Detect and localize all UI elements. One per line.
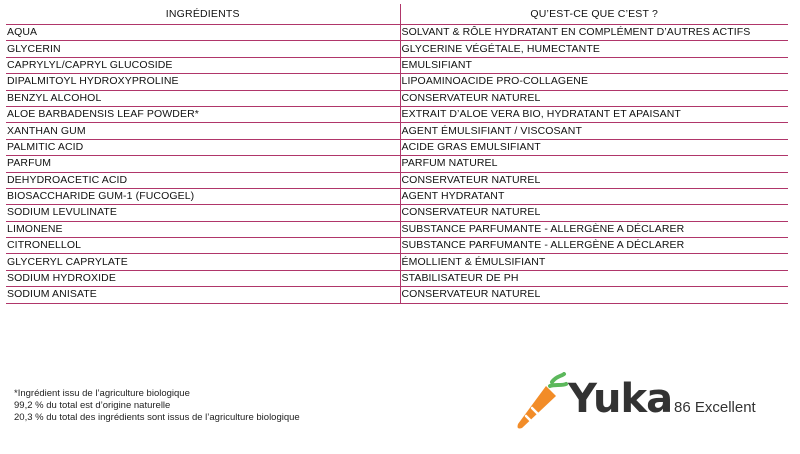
table-row bbox=[6, 254, 788, 270]
ingredient-description: ÉMOLLIENT & ÉMULSIFIANT bbox=[400, 254, 788, 270]
ingredient-description: SOLVANT & RÔLE HYDRATANT EN COMPLÉMENT D’AUTRES ACTIFS bbox=[400, 25, 788, 41]
table-row bbox=[6, 25, 788, 41]
ingredient-name: CAPRYLYL/CAPRYL GLUCOSIDE bbox=[6, 57, 400, 73]
table-row bbox=[6, 74, 788, 90]
ingredient-description: ACIDE GRAS EMULSIFIANT bbox=[400, 139, 788, 155]
ingredient-description: GLYCERINE VÉGÉTALE, HUMECTANTE bbox=[400, 41, 788, 57]
ingredient-name: GLYCERIN bbox=[6, 41, 400, 57]
carrot-icon bbox=[512, 372, 568, 432]
ingredient-description: AGENT HYDRATANT bbox=[400, 188, 788, 204]
table-row bbox=[6, 41, 788, 57]
table-row bbox=[6, 221, 788, 237]
ingredient-name: BIOSACCHARIDE GUM-1 (FUCOGEL) bbox=[6, 188, 400, 204]
footnote-natural-origin: 99,2 % du total est d’origine naturelle bbox=[14, 400, 171, 411]
ingredient-description: SUBSTANCE PARFUMANTE - ALLERGÈNE A DÉCLARER bbox=[400, 221, 788, 237]
ingredient-name: BENZYL ALCOHOL bbox=[6, 90, 400, 106]
header-ingredients: INGRÉDIENTS bbox=[6, 4, 400, 25]
table-row bbox=[6, 172, 788, 188]
table-row bbox=[6, 156, 788, 172]
ingredients-table bbox=[6, 4, 788, 304]
ingredient-description: PARFUM NATUREL bbox=[400, 156, 788, 172]
ingredient-description: SUBSTANCE PARFUMANTE - ALLERGÈNE A DÉCLARER bbox=[400, 238, 788, 254]
ingredient-name: XANTHAN GUM bbox=[6, 123, 400, 139]
ingredient-description: EXTRAIT D’ALOE VERA BIO, HYDRATANT ET APAISANT bbox=[400, 106, 788, 122]
ingredient-name: SODIUM HYDROXIDE bbox=[6, 270, 400, 286]
ingredient-name: DIPALMITOYL HYDROXYPROLINE bbox=[6, 74, 400, 90]
ingredient-description: STABILISATEUR DE PH bbox=[400, 270, 788, 286]
yuka-logo-text: Yuka bbox=[568, 376, 673, 422]
footnotes bbox=[14, 388, 300, 424]
ingredient-description: CONSERVATEUR NATUREL bbox=[400, 172, 788, 188]
ingredient-name: GLYCERYL CAPRYLATE bbox=[6, 254, 400, 270]
table-row bbox=[6, 287, 788, 303]
footnote-organic-marker: *Ingrédient issu de l’agriculture biologique bbox=[14, 388, 190, 399]
table-row bbox=[6, 270, 788, 286]
footnote-organic-share: 20,3 % du total des ingrédients sont issus de l’agriculture biologique bbox=[14, 412, 300, 423]
ingredient-description: AGENT ÉMULSIFIANT / VISCOSANT bbox=[400, 123, 788, 139]
ingredient-description: CONSERVATEUR NATUREL bbox=[400, 205, 788, 221]
table-row bbox=[6, 238, 788, 254]
yuka-brand bbox=[512, 372, 792, 432]
table-row bbox=[6, 90, 788, 106]
ingredient-name: ALOE BARBADENSIS LEAF POWDER* bbox=[6, 106, 400, 122]
ingredient-name: SODIUM LEVULINATE bbox=[6, 205, 400, 221]
table-row bbox=[6, 205, 788, 221]
table-row bbox=[6, 106, 788, 122]
ingredient-name: DEHYDROACETIC ACID bbox=[6, 172, 400, 188]
ingredient-description: CONSERVATEUR NATUREL bbox=[400, 90, 788, 106]
ingredient-name: CITRONELLOL bbox=[6, 238, 400, 254]
table-row bbox=[6, 57, 788, 73]
ingredient-name: AQUA bbox=[6, 25, 400, 41]
ingredient-name: PALMITIC ACID bbox=[6, 139, 400, 155]
table-row bbox=[6, 188, 788, 204]
ingredient-name: LIMONENE bbox=[6, 221, 400, 237]
ingredient-description: CONSERVATEUR NATUREL bbox=[400, 287, 788, 303]
yuka-score: 86 Excellent bbox=[674, 399, 756, 416]
table-row bbox=[6, 139, 788, 155]
ingredient-name: PARFUM bbox=[6, 156, 400, 172]
table-header-row bbox=[6, 4, 788, 25]
table-row bbox=[6, 123, 788, 139]
ingredient-description: EMULSIFIANT bbox=[400, 57, 788, 73]
header-description: QU’EST-CE QUE C’EST ? bbox=[400, 4, 788, 25]
ingredient-description: LIPOAMINOACIDE PRO-COLLAGENE bbox=[400, 74, 788, 90]
ingredient-name: SODIUM ANISATE bbox=[6, 287, 400, 303]
